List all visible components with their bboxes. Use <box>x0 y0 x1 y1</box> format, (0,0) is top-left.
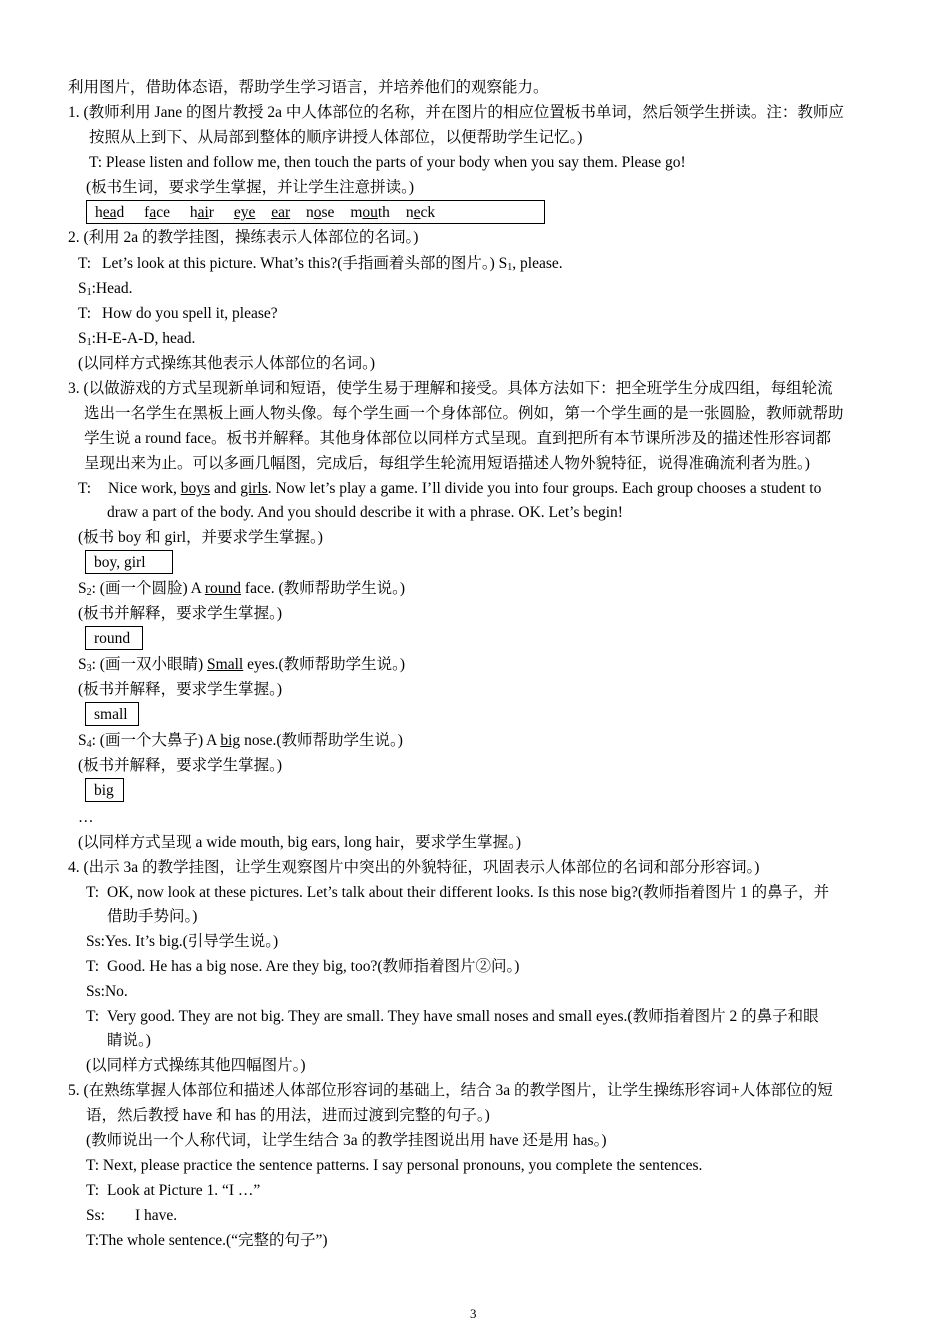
section-2-note: (以同样方式操练其他表示人体部位的名词。) <box>78 355 376 372</box>
section-3-note-1: (板书 boy 和 girl，并要求学生掌握。) <box>78 529 323 546</box>
section-5-teacher-3: T:The whole sentence.(“完整的句子”) <box>86 1232 328 1249</box>
section-1-teacher-line: T: Please listen and follow me, then touch the parts of your body when you say them. Please go! <box>89 154 686 171</box>
section-3-heading-cont-2: 学生说 a round face。板书并解释。其他身体部位以同样方式呈现。直到把所有本节课所涉及的描述性形容词都 <box>84 430 831 447</box>
section-2-heading: 2. (利用 2a 的教学挂图，操练表示人体部位的名词。) <box>68 229 419 246</box>
section-2-teacher-2: T: How do you spell it, please? <box>78 305 278 322</box>
vocab-word-face: face <box>144 204 170 221</box>
section-3-ellipsis: … <box>78 809 94 826</box>
section-4-students-2: Ss:No. <box>86 983 128 1000</box>
section-5-heading: 5. (在熟练掌握人体部位和描述人体部位形容词的基础上，结合 3a 的教学图片，让学生操练形容词+人体部位的短 <box>68 1082 833 1099</box>
section-4-teacher-3: T: Very good. They are not big. They are small. They have small noses and small eyes.(教师指着图片 2 的鼻子和眼 <box>86 1008 819 1025</box>
section-1-note: (板书生词，要求学生掌握，并让学生注意拼读。) <box>86 179 415 196</box>
section-4-teacher-1-cont: 借助手势问。) <box>107 908 198 925</box>
section-2-student-2: $S_1:H-E-A-D$, head. <box>78 330 196 348</box>
intro-line: 利用图片，借助体态语，帮助学生学习语言，并培养他们的观察能力。 <box>68 79 549 96</box>
section-3-heading-cont-1: 选出一名学生在黑板上画人物头像。每个学生画一个身体部位。例如，第一个学生画的是一张圆脸，教师就帮助 <box>84 405 844 422</box>
vocab-word-neck: neck <box>405 204 436 221</box>
section-1-heading-cont: 按照从上到下、从局部到整体的顺序讲授人体部位，以便帮助学生记忆。) <box>89 129 583 146</box>
section-5-note: (教师说出一个人称代词，让学生结合 3a 的教学挂图说出用 have 还是用 has。) <box>86 1132 607 1149</box>
section-3-note-2: (板书并解释，要求学生掌握。) <box>78 605 283 622</box>
section-5-students: Ss: I have. <box>86 1207 178 1224</box>
section-3-student-2: $S_2$: (画一个圆脸) A round face. (教师帮助学生说。) <box>78 580 406 598</box>
vocab-box-big: big <box>85 778 124 802</box>
section-4-teacher-2: T: Good. He has a big nose. Are they big, too?(教师指着图片②问。) <box>86 958 520 975</box>
vocab-word-ear: ear <box>271 204 291 221</box>
section-3-note-5: (以同样方式呈现 a wide mouth, big ears, long hair，要求学生掌握。) <box>78 834 521 851</box>
section-3-heading: 3. (以做游戏的方式呈现新单词和短语，使学生易于理解和接受。具体方法如下：把全班学生分成四组，每组轮流 <box>68 380 833 397</box>
section-3-teacher-line: T: Nice work, boys and girls. Now let’s play a game. I’ll divide you into four groups. Each group chooses a student to <box>78 480 822 497</box>
vocab-word-hair: hair <box>189 204 214 221</box>
vocab-box-small: small <box>85 702 139 726</box>
section-2-student-1: $S_1:Head$. <box>78 280 133 298</box>
section-3-note-4: (板书并解释，要求学生掌握。) <box>78 757 283 774</box>
section-3-teacher-line-cont: draw a part of the body. And you should describe it with a phrase. OK. Let’s begin! <box>107 504 623 521</box>
section-5-heading-cont: 语，然后教授 have 和 has 的用法，进而过渡到完整的句子。) <box>86 1107 490 1124</box>
section-2-teacher-1: T: Let’s look at this picture. What’s this?(手指画着头部的图片。) $S_1$, please. <box>78 255 563 273</box>
section-4-students-1: Ss:Yes. It’s big.(引导学生说。) <box>86 933 279 950</box>
section-4-heading: 4. (出示 3a 的教学挂图，让学生观察图片中突出的外貌特征，巩固表示人体部位的名词和部分形容词。) <box>68 859 760 876</box>
section-5-teacher-1: T: Next, please practice the sentence patterns. I say personal pronouns, you complete the sentences. <box>86 1157 703 1174</box>
section-3-heading-cont-3: 呈现出来为止。可以多画几幅图，完成后，每组学生轮流用短语描述人物外貌特征，说得准确流利者为胜。) <box>84 455 810 472</box>
section-4-note: (以同样方式操练其他四幅图片。) <box>86 1057 306 1074</box>
vocab-word-head: head <box>95 204 125 221</box>
vocab-box-body-parts <box>86 200 545 224</box>
section-5-teacher-2: T: Look at Picture 1. “I …” <box>86 1182 261 1199</box>
vocab-word-eye: eye <box>233 204 256 221</box>
section-1-heading: 1. (教师利用 Jane 的图片教授 2a 中人体部位的名称，并在图片的相应位置板书单词，然后领学生拼读。注：教师应 <box>68 104 844 121</box>
section-4-teacher-3-cont: 睛说。) <box>107 1032 151 1049</box>
vocab-word-mouth: mouth <box>350 204 390 221</box>
section-3-student-4: $S_4$: (画一个大鼻子) A big nose.(教师帮助学生说。) <box>78 732 403 750</box>
vocab-box-boy-girl: boy, girl <box>85 550 173 574</box>
vocab-word-nose: nose <box>306 204 335 221</box>
page-number: 3 <box>470 1306 477 1321</box>
section-3-note-3: (板书并解释，要求学生掌握。) <box>78 681 283 698</box>
vocab-box-round: round <box>85 626 143 650</box>
section-4-teacher-1: T: OK, now look at these pictures. Let’s talk about their different looks. Is this nose big?(教师指着图片 1 的鼻子，并 <box>86 884 830 901</box>
section-3-student-3: $S_3$: (画一双小眼睛) Small eyes.(教师帮助学生说。) <box>78 656 406 674</box>
